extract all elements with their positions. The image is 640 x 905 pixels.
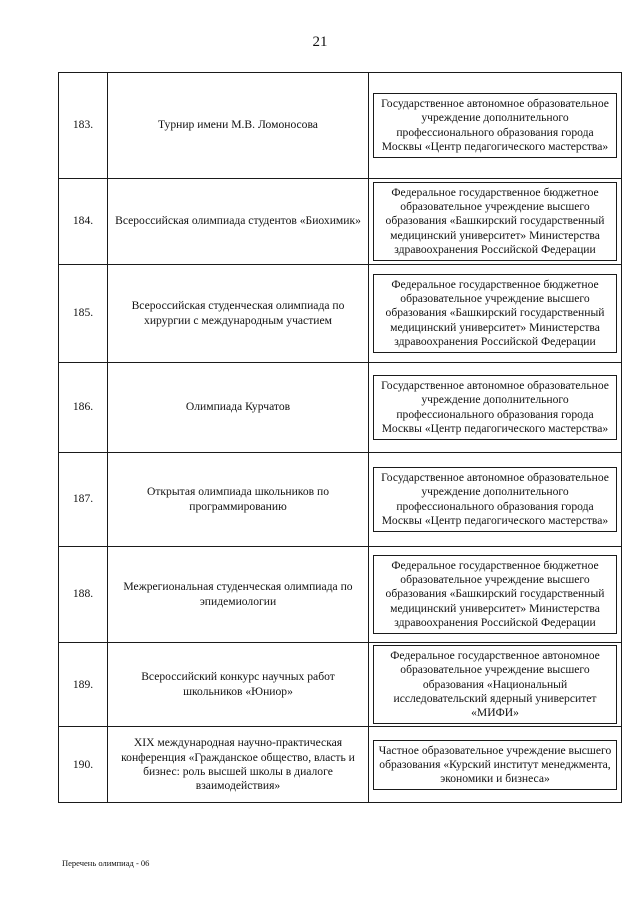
- footer-label: Перечень олимпиад - 06: [62, 858, 150, 868]
- olympiad-name: Всероссийская студенческая олимпиада по хирургии с международным участием: [108, 265, 369, 363]
- olympiad-name: XIX международная научно-практическая конференция «Гражданское общество, власть и бизнес: роль высшей школы в диалоге взаимодействия»: [108, 727, 369, 803]
- organizer-name: Государственное автономное образовательное учреждение дополнительного профессионального образования города Москвы «Центр педагогического мастерства»: [373, 93, 617, 158]
- organizer-cell: [369, 453, 622, 547]
- organizer-cell: [369, 179, 622, 265]
- olympiad-name: Всероссийская олимпиада студентов «Биохимик»: [108, 179, 369, 265]
- organizer-name: Федеральное государственное бюджетное образовательное учреждение высшего образования «Башкирский государственный медицинский университет» Министерства здравоохранения Российской Федерации: [373, 182, 617, 261]
- row-number: 185.: [59, 265, 108, 363]
- organizer-cell: [369, 727, 622, 803]
- table-row: [59, 727, 622, 803]
- organizer-cell: [369, 265, 622, 363]
- table-row: [59, 643, 622, 727]
- organizer-cell: [369, 73, 622, 179]
- table-row: [59, 179, 622, 265]
- row-number: 183.: [59, 73, 108, 179]
- olympiad-name: Олимпиада Курчатов: [108, 363, 369, 453]
- table-row: [59, 265, 622, 363]
- table-row: [59, 363, 622, 453]
- row-number: 190.: [59, 727, 108, 803]
- organizer-name: Федеральное государственное бюджетное образовательное учреждение высшего образования «Башкирский государственный медицинский университет» Министерства здравоохранения Российской Федерации: [373, 274, 617, 353]
- row-number: 187.: [59, 453, 108, 547]
- row-number: 186.: [59, 363, 108, 453]
- table-row: [59, 453, 622, 547]
- row-number: 184.: [59, 179, 108, 265]
- row-number: 188.: [59, 547, 108, 643]
- organizer-name: Федеральное государственное бюджетное образовательное учреждение высшего образования «Башкирский государственный медицинский университет» Министерства здравоохранения Российской Федерации: [373, 555, 617, 634]
- table-row: [59, 547, 622, 643]
- organizer-name: Федеральное государственное автономное образовательное учреждение высшего образования «Национальный исследовательский ядерный университет «МИФИ»: [373, 645, 617, 724]
- organizer-name: Частное образовательное учреждение высшего образования «Курский институт менеджмента, экономики и бизнеса»: [373, 740, 617, 791]
- organizer-cell: [369, 547, 622, 643]
- organizer-cell: [369, 643, 622, 727]
- olympiad-name: Открытая олимпиада школьников по программированию: [108, 453, 369, 547]
- organizer-name: Государственное автономное образовательное учреждение дополнительного профессионального образования города Москвы «Центр педагогического мастерства»: [373, 467, 617, 532]
- olympiad-name: Турнир имени М.В. Ломоносова: [108, 73, 369, 179]
- page-number: 21: [312, 34, 328, 50]
- organizer-cell: [369, 363, 622, 453]
- table-row: [59, 73, 622, 179]
- olympiad-name: Межрегиональная студенческая олимпиада по эпидемиологии: [108, 547, 369, 643]
- olympiad-name: Всероссийский конкурс научных работ школьников «Юниор»: [108, 643, 369, 727]
- organizer-name: Государственное автономное образовательное учреждение дополнительного профессионального образования города Москвы «Центр педагогического мастерства»: [373, 375, 617, 440]
- olympiad-table: [58, 72, 622, 803]
- row-number: 189.: [59, 643, 108, 727]
